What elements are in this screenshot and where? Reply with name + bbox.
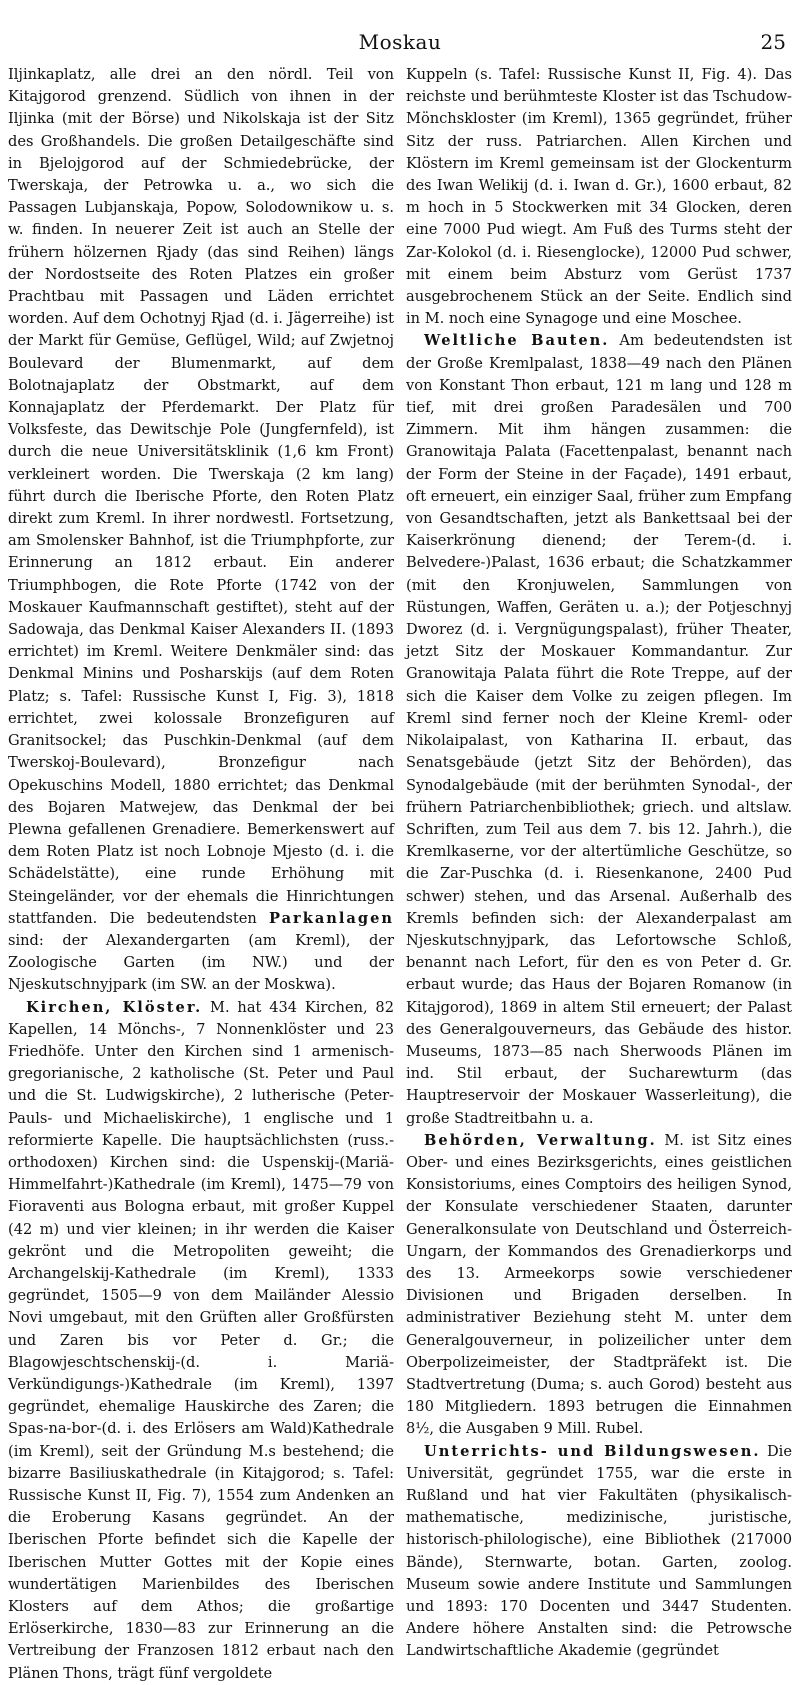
body-text: Kuppeln (s. Tafel: Russische Kunst II, Fig. 4). Das reichste und berühmteste Kloster ist das Tschudow-Mönchskloster (im Kreml), 1365 gegründet, früher Sitz der russ. Patriarchen. Allen Kirchen und Klöstern im Kreml gemeinsam ist der Glockenturm des Iwan Welikij (d. i. Iwan d. Gr.), 1600 erbaut, 82 m hoch in 5 Stockwerken mit 34 Glocken, deren eine 7000 Pud wiegt. Am Fuß des Turms steht der Zar-Kolokol (d. i. Riesenglocke), 12000 Pud schwer, mit einem beim Absturz vom Gerüst 1737 ausgebrochenem Stück an der Seite. Endlich sind in M. noch eine Synagoge und eine Moschee. <box>406 66 792 328</box>
body-text: sind: der Alexandergarten (am Kreml), der Zoologische Garten (im NW.) und der Njeskutschnyjpark (im SW. an der Moskwa). <box>8 931 394 994</box>
paragraph <box>406 330 792 1129</box>
section-heading: Behörden, Verwaltung. <box>424 1131 657 1149</box>
body-text: M. hat 434 Kirchen, 82 Kapellen, 14 Mönchs-, 7 Nonnenklöster und 23 Friedhöfe. Unter den Kirchen sind 1 armenisch-gregorianische, 2 katholische (St. Peter und Paul und die St. Ludwigskirche), 2 lutherische (Peter-Pauls- und Michaeliskirche), 1 englische und 1 reformierte Kapelle. Die hauptsächlichsten (russ.-orthodoxen) Kirchen sind: die Uspenskij-(Mariä-Himmelfahrt-)Kathedrale (im Kreml), 1475—79 von Fioraventi aus Bologna erbaut, mit großer Kuppel (42 m) und vier kleinen; in ihr werden die Kaiser gekrönt und die Metropoliten geweiht; die Archangelskij-Kathedrale (im Kreml), 1333 gegründet, 1505—9 von dem Mailänder Alessio Novi umgebaut, mit den Grüften aller Großfürsten und Zaren bis vor Peter d. Gr.; die Blagowjeschtschenskij-(d. i. Mariä-Verkündigungs-)Kathedrale (im Kreml), 1397 gegründet, ehemalige Hauskirche des Zaren; die Spas-na-bor-(d. i. des Erlösers am Wald)Kathedrale (im Kreml), seit der Gründung M.s bestehend; die bizarre Basiliuskathedrale (in Kitajgorod; s. Tafel: Russische Kunst II, Fig. 7), 1554 zum Andenken an die Eroberung Kasans gegründet. An der Iberischen Pforte befindet sich die Kapelle der Iberischen Mutter Gottes mit der Kopie eines wundertätigen Marienbildes des Iberischen Klosters auf dem Athos; die großartige Erlöserkirche, 1830—83 zur Erinnerung an die Vertreibung der Franzosen 1812 erbaut nach den Plänen Thons, trägt fünf vergoldete <box>8 998 394 1682</box>
page-number: 25 <box>760 30 786 54</box>
body-text: Die Universität, gegründet 1755, war die erste in Rußland und hat vier Fakultäten (physikalisch-mathematische, medizinische, juristische, historisch-philologische), eine Bibliothek (217000 Bände), Sternwarte, botan. Garten, zoolog. Museum sowie andere Institute und Sammlungen und 1893: 170 Docenten und 3447 Studenten. Andere höhere Anstalten sind: die Petrowsche Landwirtschaftliche Akademie (gegründet <box>406 1442 792 1660</box>
paragraph <box>406 1130 792 1441</box>
paragraph <box>406 1441 792 1663</box>
body-text: Am bedeutendsten ist der Große Kremlpalast, 1838—49 nach den Plänen von Konstant Thon erbaut, 121 m lang und 128 m tief, mit drei großen Paradesälen und 700 Zimmern. Mit ihm hängen zusammen: die Granowitaja Palata (Facettenpalast, benannt nach der Form der Steine in der Façade), 1491 erbaut, oft erneuert, ein einziger Saal, früher zum Empfang von Gesandtschaften, jetzt als Bankettsaal bei der Kaiserkrönung dienend; der Terem-(d. i. Belvedere-)Palast, 1636 erbaut; die Schatzkammer (mit den Kronjuwelen, Sammlungen von Rüstungen, Waffen, Geräten u. a.); der Potjeschnyj Dworez (d. i. Vergnügungspalast), früher Theater, jetzt Sitz der Moskauer Kommandantur. Zur Granowitaja Palata führt die Rote Treppe, auf der sich die Kaiser dem Volke zu zeigen pflegen. Im Kreml sind ferner noch der Kleine Kreml- oder Nikolaipalast, von Katharina II. erbaut, das Senatsgebäude (jetzt Sitz der Behörden), das Synodalgebäude (mit der berühmten Synodal-, der frühern Patriarchenbibliothek; griech. und altslaw. Schriften, zum Teil aus dem 7. bis 12. Jahrh.), die Kremlkaserne, vor der altertümliche Geschütze, so die Zar-Puschka (d. i. Riesenkanone, 2400 Pud schwer) stehen, und das Arsenal. Außerhalb des Kremls befinden sich: der Alexanderpalast am Njeskutschnyjpark, das Lefortowsche Schloß, benannt nach Lefort, für den es von Peter d. Gr. erbaut wurde; das Haus der Bojaren Romanow (in Kitajgorod), 1869 in altem Stil erneuert; der Palast des Generalgouverneurs, das Gebäude des histor. Museums, 1873—85 nach Sherwoods Plänen im ind. Stil erbaut, der Sucharewturm (das Hauptreservoir der Moskauer Wasserleitung), die große Stadtreitbahn u. a. <box>406 332 792 1127</box>
section-heading: Weltliche Bauten. <box>424 332 610 350</box>
section-heading: Kirchen, Klöster. <box>26 998 203 1016</box>
text-column-right <box>406 64 792 1660</box>
text-column-left <box>8 64 394 1682</box>
body-text: Iljinkaplatz, alle drei an den nördl. Teil von Kitajgorod grenzend. Südlich von ihnen in der Iljinka (mit der Börse) und Nikolskaja ist der Sitz des Großhandels. Die großen Detailgeschäfte sind in Bjelojgorod auf der Schmiedebrücke, der Twerskaja, der Petrowka u. a., wo sich die Passagen Lubjanskaja, Popow, Solodownikow u. s. w. finden. In neuerer Zeit ist auch an Stelle der frühern hölzernen Rjady (das sind Reihen) längs der Nordostseite des Roten Platzes ein großer Prachtbau mit Passagen und Läden errichtet worden. Auf dem Ochotnyj Rjad (d. i. Jägerreihe) ist der Markt für Gemüse, Geflügel, Wild; auf Zwjetnoj Boulevard der Blumenmarkt, auf dem Bolotnajaplatz der Obstmarkt, auf dem Konnajaplatz der Pferdemarkt. Der Platz für Volksfeste, das Dewitschje Pole (Jungfernfeld), ist durch die neue Universitätsklinik (1,6 km Front) verkleinert worden. Die Twerskaja (2 km lang) führt durch die Iberische Pforte, den Roten Platz direkt zum Kreml. In ihrer nordwestl. Fortsetzung, am Smolensker Bahnhof, ist die Triumphpforte, zur Erinnerung an 1812 erbaut. Ein anderer Triumphbogen, die Rote Pforte (1742 von der Moskauer Kaufmannschaft gestiftet), steht auf der Sadowaja, das Denkmal Kaiser Alexanders II. (1893 errichtet) im Kreml. Weitere Denkmäler sind: das Denkmal Minins und Posharskijs (auf dem Roten Platz; s. Tafel: Russische Kunst I, Fig. 3), 1818 errichtet, zwei kolossale Bronzefiguren auf Granitsockel; das Puschkin-Denkmal (auf dem Twerskoj-Boulevard), Bronzefigur nach Opekuschins Modell, 1880 errichtet; das Denkmal des Bojaren Matwejew, das Denkmal der bei Plewna gefallenen Grenadiere. Bemerkenswert auf dem Roten Platz ist noch Lobnoje Mjesto (d. i. die Schädelstätte), eine runde Erhöhung mit Steingeländer, vor der ehemals die Hinrichtungen stattfanden. Die bedeutendsten <box>8 66 394 927</box>
paragraph <box>406 64 792 330</box>
section-heading: Unterrichts- und Bildungswesen. <box>424 1442 761 1460</box>
section-heading: Parkanlagen <box>268 909 394 927</box>
paragraph <box>8 997 394 1685</box>
running-head-title: Moskau <box>358 30 442 54</box>
running-head <box>8 30 792 60</box>
paragraph <box>8 64 394 997</box>
body-text: M. ist Sitz eines Ober- und eines Bezirksgerichts, eines geistlichen Konsistoriums, eines Comptoirs des heiligen Synod, der Konsulate verschiedener Staaten, darunter Generalkonsulate von Deutschland und Österreich-Ungarn, der Kommandos des Grenadierkorps und des 13. Armeekorps sowie verschiedener Divisionen und Brigaden derselben. In administrativer Beziehung steht M. unter dem Generalgouverneur, in polizeilicher unter dem Oberpolizeimeister, der Stadtpräfekt ist. Die Stadtvertretung (Duma; s. auch Gorod) besteht aus 180 Mitgliedern. 1893 betrugen die Einnahmen 8½, die Ausgaben 9 Mill. Rubel. <box>406 1131 792 1438</box>
